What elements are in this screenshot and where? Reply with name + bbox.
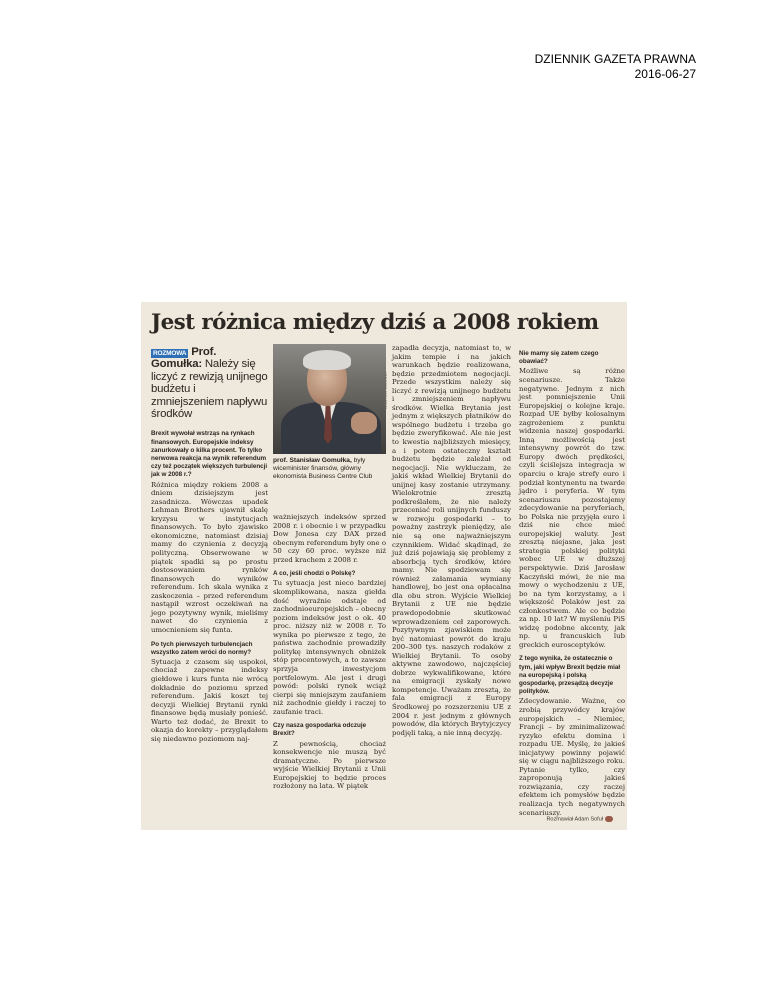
rubric-badge: ROZMOWA <box>153 350 187 357</box>
article-column-3 <box>392 344 511 737</box>
photo-hair <box>303 350 351 370</box>
interviewee-photo <box>273 344 386 454</box>
intro-name: Prof. Gomułka: <box>151 346 217 371</box>
signature-text: Rozmawiał Adam Sofuł <box>546 816 603 822</box>
question: Po tych pierwszych turbulencjach wszystko zatem wróci do normy? <box>151 640 253 656</box>
page-header <box>535 52 696 82</box>
caption-name: prof. Stanisław Gomułka, <box>273 457 352 464</box>
answer: Możliwe są różne scenariusze. Także negatywne. Jednym z nich jest pomniejszenie Unii Europejskiej o kolejne kraje. Rozpad UE byłby kolosalnym zagrożeniem z punktu widzenia naszej gospodarki. Inną możliwością jest intensywny powrót do tzw. Europy dwóch prędkości, czyli ściślejsza integracja w oparciu o kraje strefy euro i podział kontynentu na twarde jądro i peryferia. W tym scenariuszu pozostajemy zdecydowanie na peryferiach, bo Polska nie przyjęła euro i dziś nie chce mieć europejskiej waluty. Jest zresztą niejasne, jaka jest strategia polskiej polityki wobec UE w dłuższej perspektywie. Dziś Jarosław Kaczyński mówi, że nie ma mowy o wychodzeniu z UE, bo na tym korzystamy, a i większość Polaków jest za członkostwem. Ale co będzie za np. 10 lat? W myśleniu PiS widzę podobne akcenty, jak np. u francuskich lub greckich eurosceptyków. <box>519 367 625 649</box>
answer: Różnica między rokiem 2008 a dniem dzisiejszym jest zasadnicza. Wówczas upadek Lehman Brothers ujawnił skalę kryzysu w instytucjach finansowych. To było zjawisko ekonomiczne, natomiast dzisiaj mamy do czynienia z decyzją polityczną. Obserwowane w piątek spadki są po prostu dostosowaniem rynków finansowych do wyników referendum. Ich skala wynika z zaskoczenia – przed referendum nastąpił wzrost oczekiwań na jego pozytywny wynik, mieliśmy nawet do czynienia z umocnieniem się funta. <box>151 480 268 634</box>
newspaper-clipping <box>141 302 627 830</box>
article-headline: Jest różnica między dziś a 2008 rokiem <box>151 310 599 335</box>
intro-text: Należy się liczyć z rewizją unijnego budżetu i zmniejszeniem napływu środków <box>151 358 268 421</box>
photo-hand <box>351 412 377 434</box>
article-column-2 <box>273 513 386 791</box>
photo-credit: WOJTEK GORSKI <box>383 372 388 410</box>
caption-text: były wiceminister finansów, główny ekonomista Business Centre Club <box>273 457 373 481</box>
article-column-1 <box>151 346 268 743</box>
end-mark-icon <box>605 816 613 822</box>
author-signature <box>546 816 613 822</box>
answer: Sytuacja z czasem się uspokoi, chociaż zapewne indeksy giełdowe i kurs funta nie wrócą dokładnie do poziomu sprzed referendum. Jakiś koszt tej decyzji Wielkiej Brytanii rynki finansowe będą musiały ponieść. Warto też dodać, że Brexit to okazja do korekty – przyglądałem się niedawno poziomom naj- <box>151 657 268 743</box>
question: Czy nasza gospodarka odczuje Brexit? <box>273 722 367 738</box>
answer: Zdecydowanie. Ważne, co zrobią przywódcy krajów europejskich – Niemiec, Francji – by zminimalizować ryzyko efektu domina i rozpadu UE. Myślę, że jakieś inicjatywy powinny pojawić się w ciągu najbliższego roku. Pytanie tylko, czy zaproponują jakieś rozwiązania, czy raczej efektem ich pomysłów będzie realizacja tych negatywnych scenariuszy. <box>519 697 625 817</box>
question: Z tego wynika, że ostatecznie o tym, jaki wpływ Brexit będzie miał na europejską i polską gospodarkę, przesądzą decyzje polityków. <box>519 655 621 696</box>
article-intro <box>151 346 268 420</box>
photo-caption <box>273 457 386 482</box>
question: Brexit wywołał wstrząs na rynkach finansowych. Europejskie indeksy zanurkowały o kilka procent. To tylko nerwowa reakcja na wynik referendum czy też początek większych turbulencji jak w 2008 r.? <box>151 430 268 479</box>
answer: zapadła decyzja, natomiast to, w jakim tempie i na jakich warunkach będzie realizowana, będzie przedmiotem negocjacji. Przede wszystkim należy się liczyć z rewizją unijnego budżetu i zmniejszeniem napływu środków. Wielka Brytania jest jednym z większych płatników do wspólnego budżetu i trzeba go będzie zweryfikować. Ale nie jest to kwestia najbliższych miesięcy, a i potem ostateczny kształt budżetu będzie zależał od negocjacji. Nie wykluczam, że jakiś wkład Wielkiej Brytanii do unijnej kasy zostanie utrzymany. Wielokrotnie zresztą podkreślałem, że nie należy przeceniać roli unijnych funduszy w rozwoju gospodarki – to poważny zastrzyk pieniędzy, ale nie są one najważniejszym czynnikiem. Widać skądinąd, że już dziś pojawiają się problemy z absorbcją tych środków, które mamy. Nie spodziewam się również załamania wymiany handlowej, bo jest ona opłacalna dla obu stron. Wyjście Wielkiej Brytanii z UE nie będzie prawdopodobnie skutkować wprowadzeniem ceł zaporowych. Pozytywnym zjawiskiem może być natomiast powrót do kraju 200–300 tys. naszych rodaków z Wielkiej Brytanii. To osoby aktywne zawodowo, najczęściej dobrze wykwalifikowane, które na emigracji zyskały nowe kompetencje. Uważam zresztą, że fala emigracji z Europy Środkowej po rozszerzeniu UE z 2004 r. jest jednym z głównych powodów, dla których Brytyjczycy podjęli taką, a nie inną decyzję. <box>392 344 511 737</box>
answer: Z pewnością, chociaż konsekwencje nie muszą być dramatyczne. Po pierwsze wyjście Wielkiej Brytanii z Unii Europejskiej to będzie proces rozłożony na lata. W piątek <box>273 739 386 791</box>
answer: ważniejszych indeksów sprzed 2008 r. i obecnie i w przypadku Dow Jonesa czy DAX przed obecnym referendum były one o 50 czy 60 proc. wyższe niż przed krachem z 2008 r. <box>273 513 386 564</box>
question: A co, jeśli chodzi o Polskę? <box>273 570 356 578</box>
question: Nie mamy się zatem czego obawiać? <box>519 350 599 366</box>
article-column-4 <box>519 344 625 817</box>
answer: Tu sytuacja jest nieco bardziej skomplikowana, nasza giełda dość wyraźnie odstaje od zachodnioeuropejskich – obecny poziom indeksów jest o ok. 40 proc. niższy niż w 2008 r. To wynika po pierwsze z tego, że państwa zachodnie prowadziły politykę intensywnych obniżek stóp procentowych, a to zawsze sprzyja inwestycjom portfelowym. Ale jest i drugi powód: polski rynek wciąż cierpi się mniejszym zaufaniem niż zachodnie giełdy i raczej to zaufanie traci. <box>273 579 386 716</box>
publication-name: DZIENNIK GAZETA PRAWNA <box>534 52 696 66</box>
publication-date: 2016-06-27 <box>634 67 696 81</box>
